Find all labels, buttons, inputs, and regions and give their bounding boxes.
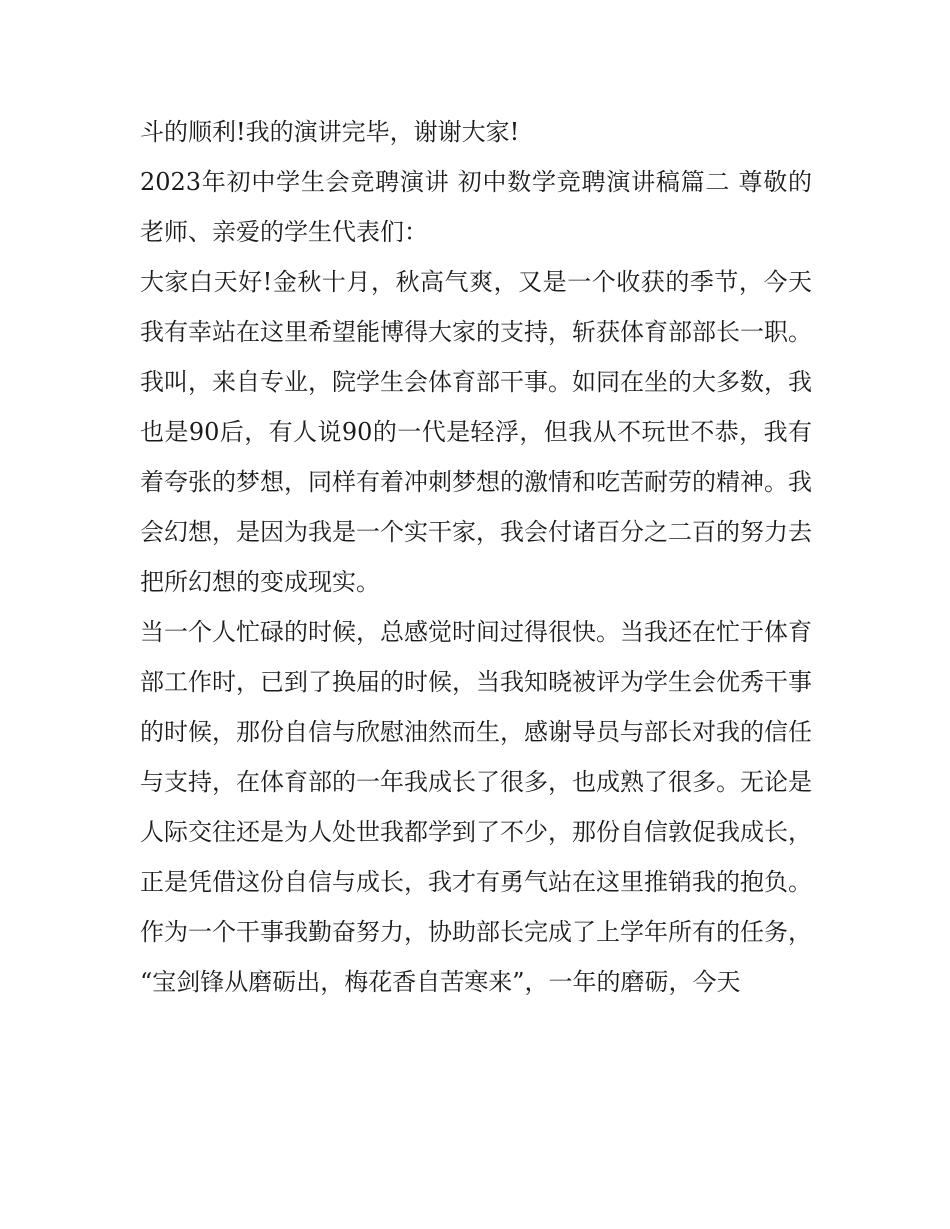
paragraph-introduction: 我叫，来自专业，院学生会体育部干事。如同在坐的大多数，我也是90后，有人说90的一代是轻浮，但我从不玩世不恭，我有着夸张的梦想，同样有着冲刺梦想的激情和吃苦耐劳的精神。我会幻想，是因为我是一个实干家，我会付诸百分之二百的努力去把所幻想的变成现实。 bbox=[140, 368, 812, 596]
paragraph-work: 作为一个干事我勤奋努力，协助部长完成了上学年所有的任务，“宝剑锋从磨砺出，梅花香自苦寒来”，一年的磨砺，今天 bbox=[140, 918, 812, 996]
paragraph-greeting: 大家白天好!金秋十月，秋高气爽，又是一个收获的季节，今天我有幸站在这里希望能博得大家的支持，斩获体育部部长一职。 bbox=[140, 268, 812, 346]
paragraph-experience: 当一个人忙碌的时候，总感觉时间过得很快。当我还在忙于体育部工作时，已到了换届的时候，当我知晓被评为学生会优秀干事的时候，那份自信与欣慰油然而生，感谢导员与部长对我的信任与支持，在体育部的一年我成长了很多，也成熟了很多。无论是人际交往还是为人处世我都学到了不少，那份自信敦促我成长，正是凭借这份自信与成长，我才有勇气站在这里推销我的抱负。 bbox=[140, 618, 812, 896]
paragraph-heading: 2023年初中学生会竞聘演讲 初中数学竞聘演讲稿篇二 尊敬的老师、亲爱的学生代表们： bbox=[140, 168, 812, 246]
paragraph-closing: 斗的顺利!我的演讲完毕，谢谢大家! bbox=[140, 118, 520, 146]
document-body bbox=[140, 107, 812, 1007]
